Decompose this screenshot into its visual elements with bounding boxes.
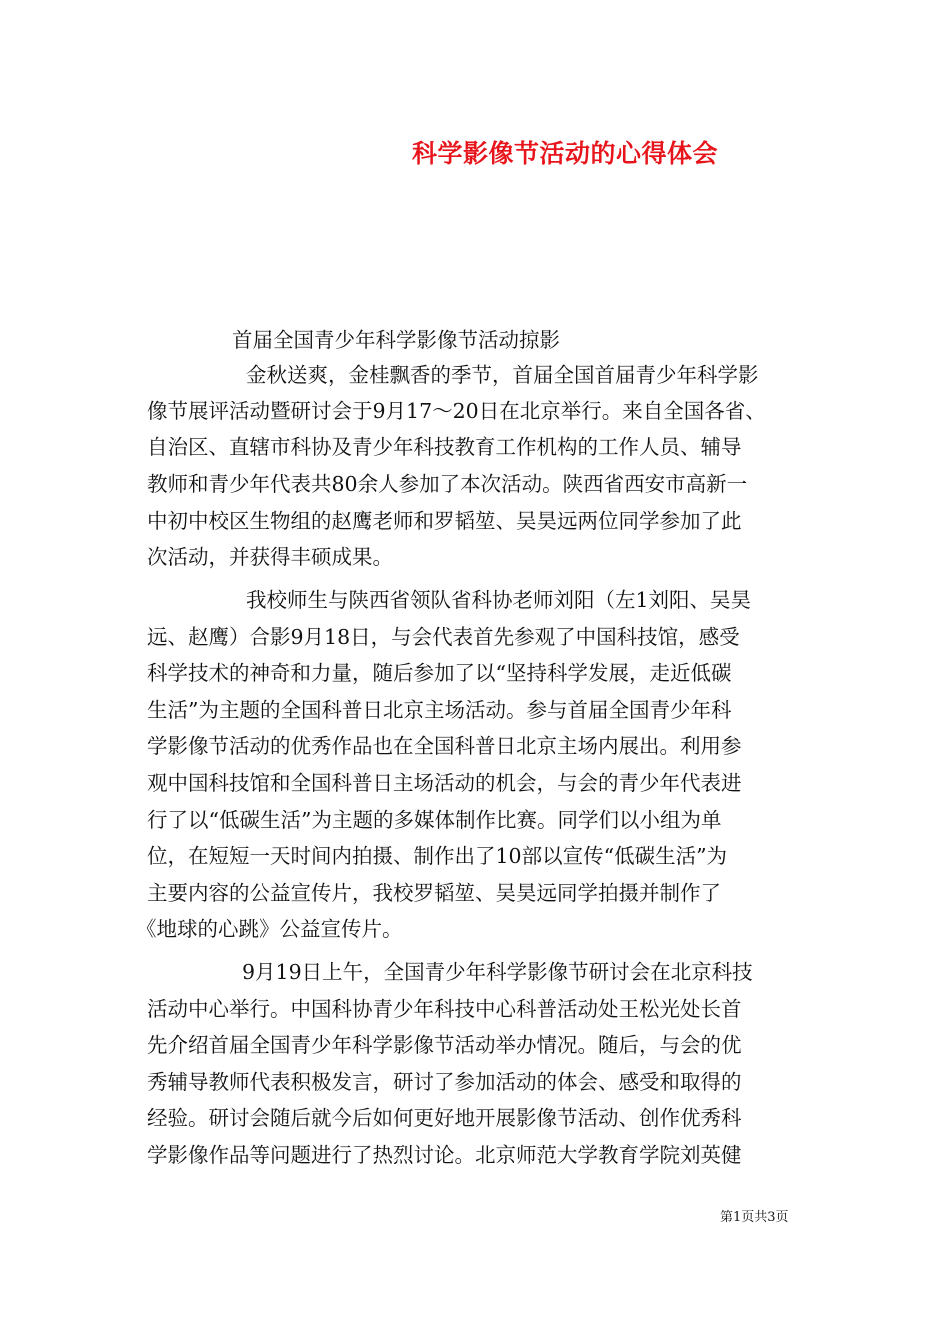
body-line: 科学技术的神奇和力量，随后参加了以“坚持科学发展，走近低碳 [147, 661, 732, 685]
body-line: 《地球的心跳》公益宣传片。 [136, 917, 403, 941]
body-line: 行了以“低碳生活”为主题的多媒体制作比赛。同学们以小组为单 [147, 808, 722, 832]
body-line: 经验。研讨会随后就今后如何更好地开展影像节活动、创作优秀科 [147, 1106, 742, 1130]
body-line: 秀辅导教师代表积极发言，研讨了参加活动的体会、感受和取得的 [147, 1070, 742, 1094]
body-line: 学影像作品等问题进行了热烈讨论。北京师范大学教育学院刘英健 [147, 1143, 742, 1167]
body-line: 次活动，并获得丰硕成果。 [147, 545, 393, 569]
document-title: 科学影像节活动的心得体会 [412, 139, 719, 168]
body-line: 中初中校区生物组的赵鹰老师和罗韬堃、吴昊远两位同学参加了此 [147, 509, 742, 533]
body-line: 像节展评活动暨研讨会于9月17～20日在北京举行。来自全国各省、 [147, 399, 766, 423]
body-line: 远、赵鹰）合影9月18日，与会代表首先参观了中国科技馆，感受 [147, 625, 740, 649]
body-line: 我校师生与陕西省领队省科协老师刘阳（左1刘阳、吴昊 [246, 588, 752, 612]
body-line: 先介绍首届全国青少年科学影像节活动举办情况。随后，与会的优 [147, 1033, 742, 1057]
subheading: 首届全国青少年科学影像节活动掠影 [232, 328, 560, 352]
body-line: 观中国科技馆和全国科普日主场活动的机会，与会的青少年代表进 [147, 771, 742, 795]
body-line: 生活”为主题的全国科普日北京主场活动。参与首届全国青少年科 [147, 698, 732, 722]
body-line: 学影像节活动的优秀作品也在全国科普日北京主场内展出。利用参 [147, 734, 742, 758]
body-line: 自治区、直辖市科协及青少年科技教育工作机构的工作人员、辅导 [147, 435, 742, 459]
body-line: 教师和青少年代表共80余人参加了本次活动。陕西省西安市高新一 [147, 472, 748, 496]
body-line: 金秋送爽，金桂飘香的季节，首届全国首届青少年科学影 [246, 363, 759, 387]
page-number: 第1页共3页 [720, 1210, 789, 1225]
body-line: 9月19日上午，全国青少年科学影像节研讨会在北京科技 [242, 960, 753, 984]
body-line: 位，在短短一天时间内拍摄、制作出了10部以宣传“低碳生活”为 [147, 844, 728, 868]
body-line: 活动中心举行。中国科协青少年科技中心科普活动处王松光处长首 [147, 997, 742, 1021]
body-line: 主要内容的公益宣传片，我校罗韬堃、吴昊远同学拍摄并制作了 [147, 881, 721, 905]
